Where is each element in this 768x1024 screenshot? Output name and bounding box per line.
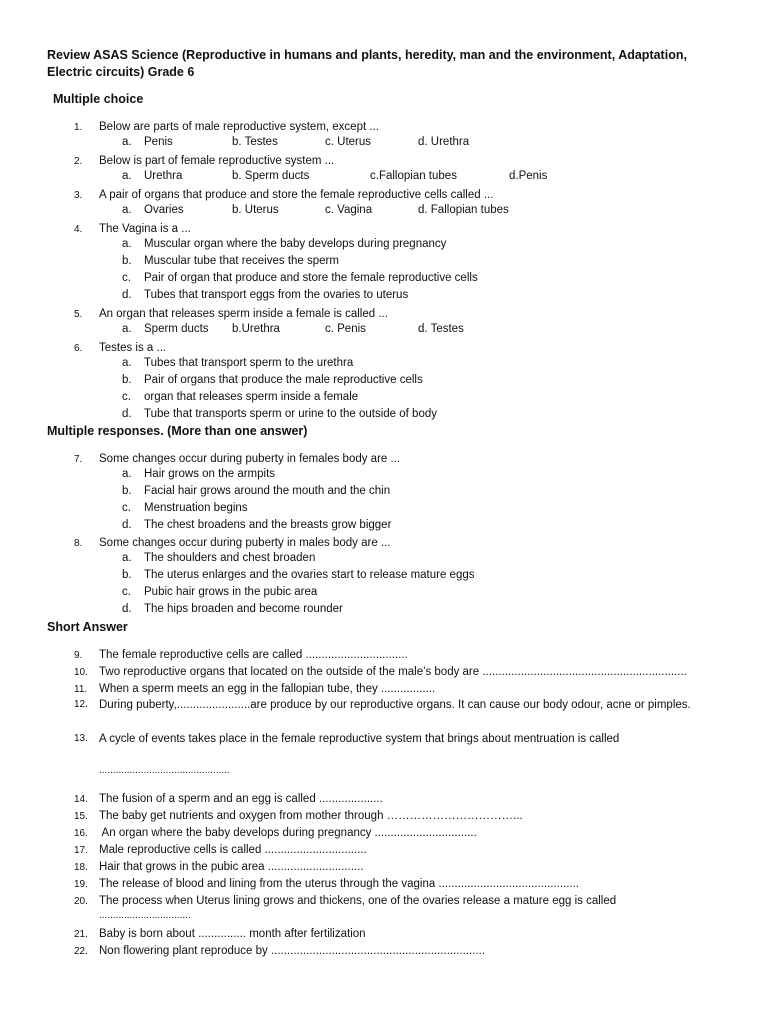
- question-14: 14. The fusion of a sperm and an egg is called ....................: [74, 793, 383, 805]
- question-15: 15. The baby get nutrients and oxygen from mother through ……………………………...: [74, 810, 523, 822]
- question-10: 10. Two reproductive organs that located on the outside of the male’s body are ................................................................: [74, 666, 687, 678]
- option-d: d.Penis: [509, 170, 548, 182]
- option-d: d. Testes: [418, 323, 464, 335]
- option-d: d. Urethra: [418, 136, 470, 148]
- option-c: c. Uterus: [325, 136, 372, 148]
- option-a: a. Hair grows on the armpits: [122, 468, 276, 480]
- option-a: a. Penis: [122, 136, 173, 148]
- option-b: b. Pair of organs that produce the male reproductive cells: [122, 374, 423, 386]
- question-7: 7. Some changes occur during puberty in females body are ...: [74, 453, 401, 465]
- document-title: Review ASAS Science (Reproductive in humans and plants, heredity, man and the environment, Adaptation, Electric circuits) Grade 6: [47, 48, 687, 79]
- question-text: Some changes occur during puberty in males body are ...: [99, 537, 391, 549]
- question-17: 17. Male reproductive cells is called ................................: [74, 844, 367, 856]
- question-16: 16. An organ where the baby develops during pregnancy ................................: [74, 827, 477, 839]
- question-1: 1. Below are parts of male reproductive system, except ...: [74, 121, 379, 133]
- question-text: Below is part of female reproductive system ...: [99, 155, 335, 167]
- question-8: 8. Some changes occur during puberty in males body are ...: [74, 537, 391, 549]
- section-heading-multiple-choice: Multiple choice: [53, 92, 144, 106]
- option-b: b.Urethra: [232, 323, 280, 335]
- option-b: b. The uterus enlarges and the ovaries start to release mature eggs: [122, 569, 475, 581]
- section-heading-multiple-responses: Multiple responses. (More than one answer): [47, 424, 308, 438]
- question-22: 22. Non flowering plant reproduce by ...................................................................: [74, 945, 486, 957]
- answer-line: .................................: [99, 910, 191, 921]
- question-5: 5. An organ that releases sperm inside a female is called ...: [74, 308, 388, 320]
- question-20: 20. The process when Uterus lining grows and thickens, one of the ovaries release a mature egg is called: [74, 895, 617, 907]
- option-c: c. Vagina: [325, 204, 373, 216]
- question-9: 9. The female reproductive cells are called ................................: [74, 649, 408, 661]
- option-b: b. Muscular tube that receives the sperm: [122, 255, 339, 267]
- question-18: 18. Hair that grows in the pubic area ..............................: [74, 861, 364, 873]
- question-text: An organ that releases sperm inside a female is called ...: [99, 308, 388, 320]
- question-6: 6. Testes is a ...: [74, 342, 167, 354]
- option-d: d. The chest broadens and the breasts grow bigger: [122, 519, 392, 531]
- section-heading-short-answer: Short Answer: [47, 620, 128, 634]
- question-3: 3. A pair of organs that produce and store the female reproductive cells called ...: [74, 189, 494, 201]
- option-a: a. Sperm ducts: [122, 323, 209, 335]
- option-c: c. Penis: [325, 323, 366, 335]
- option-d: d. Tube that transports sperm or urine to the outside of body: [122, 408, 437, 420]
- option-b: b. Sperm ducts: [232, 170, 310, 182]
- answer-line: ...............................................: [99, 765, 230, 776]
- question-11: 11. When a sperm meets an egg in the fallopian tube, they .................: [74, 683, 436, 695]
- option-a: a. Tubes that transport sperm to the urethra: [122, 357, 354, 369]
- option-a: a. Ovaries: [122, 204, 184, 216]
- option-d: d. Fallopian tubes: [418, 204, 509, 216]
- option-b: b. Uterus: [232, 204, 279, 216]
- question-12: During puberty,.......................are produce by our reproductive organs. It can cause our body odour, acne or pimples.: [99, 699, 691, 711]
- option-a: a. Muscular organ where the baby develops during pregnancy: [122, 238, 447, 250]
- option-d: d. Tubes that transport eggs from the ovaries to uterus: [122, 289, 409, 301]
- option-c: c. organ that releases sperm inside a female: [122, 391, 359, 403]
- option-b: b. Testes: [232, 136, 278, 148]
- question-text: Below are parts of male reproductive system, except ...: [99, 121, 379, 133]
- question-13-number: 13.: [74, 733, 88, 744]
- option-a: a. The shoulders and chest broaden: [122, 552, 316, 564]
- option-b: b. Facial hair grows around the mouth and the chin: [122, 485, 391, 497]
- option-c: c. Pubic hair grows in the pubic area: [122, 586, 318, 598]
- question-21: 21. Baby is born about ............... month after fertilization: [74, 928, 366, 940]
- question-text: Some changes occur during puberty in females body are ...: [99, 453, 401, 465]
- option-c: c. Pair of organ that produce and store the female reproductive cells: [122, 272, 478, 284]
- question-12-number: 12.: [74, 699, 88, 710]
- question-text: A pair of organs that produce and store the female reproductive cells called ...: [99, 189, 494, 201]
- question-text: Testes is a ...: [99, 342, 167, 354]
- question-13: A cycle of events takes place in the female reproductive system that brings about mentruation is called: [99, 733, 620, 745]
- question-2: 2. Below is part of female reproductive system ...: [74, 155, 335, 167]
- option-d: d. The hips broaden and become rounder: [122, 603, 343, 615]
- option-c: c.Fallopian tubes: [370, 170, 457, 182]
- question-19: 19. The release of blood and lining from the uterus through the vagina ............................................: [74, 878, 580, 890]
- option-c: c. Menstruation begins: [122, 502, 248, 514]
- option-a: a. Urethra: [122, 170, 183, 182]
- question-text: The Vagina is a ...: [99, 223, 191, 235]
- question-4: 4. The Vagina is a ...: [74, 223, 191, 235]
